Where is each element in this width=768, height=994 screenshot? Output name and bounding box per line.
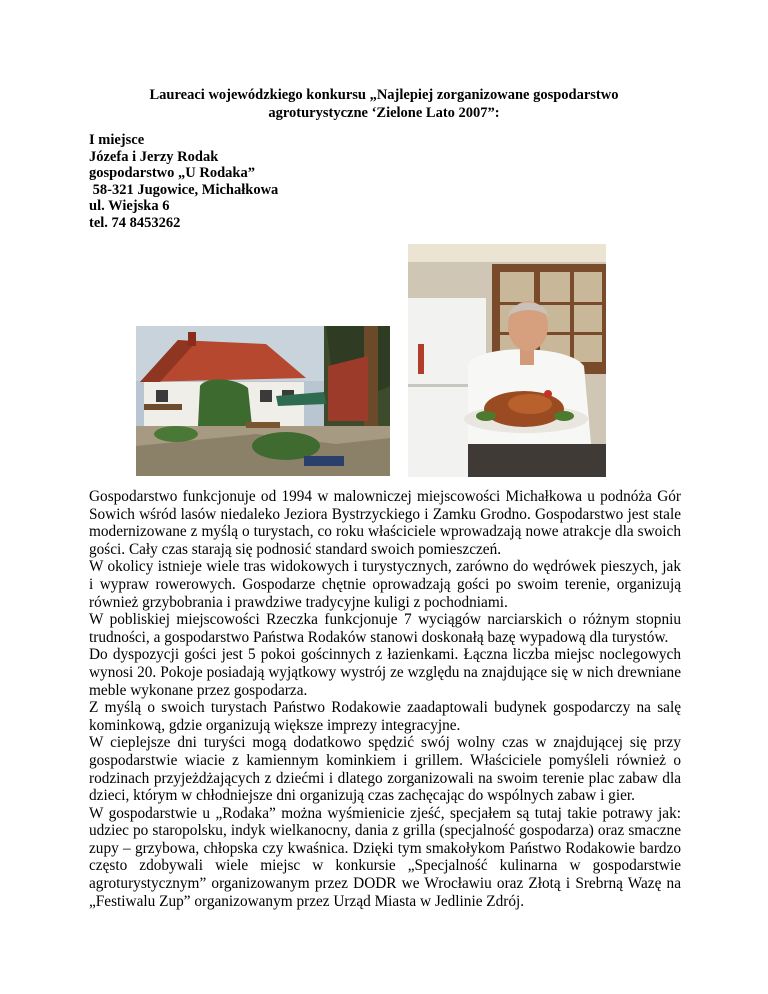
paragraph-7: W gospodarstwie u „Rodaka” można wyśmienicie zjeść, specjałem są tutaj takie potrawy jak: udziec po staropolsku, indyk wielkanocny, dania z grilla (specjalność gospodarza) oraz smaczne zupy – grzybowa, chłopska czy kwaśnica. Dzięki tym smakołykom Państwo Rodakowie bardzo często zdobywali wiele miejsc w konkursie „Specjalność kulinarna w gospodarstwie agroturystycznym” organizowanym przez DODR we Wrocławiu oraz Złotą i Srebrną Wazę na „Festiwalu Zup” organizowanym przez Urząd Miasta w Jedlinie Zdrój. — [89, 804, 681, 910]
title-line-1: Laureaci wojewódzkiego konkursu „Najlepiej zorganizowane gospodarstwo — [149, 87, 619, 103]
paragraph-1: Gospodarstwo funkcjonuje od 1994 w malowniczej miejscowości Michałkowa u podnóża Gór Sowich wśród lasów niedaleko Jeziora Bystrzyckiego i Zamku Grodno. Gospodarstwo jest stale modernizowane z myślą o turystach, co roku właściciele wprowadzają nowe atrakcje dla swoich gości. Cały czas starają się podnosić standard swoich pomieszczeń. — [89, 488, 681, 558]
paragraph-3: W pobliskiej miejscowości Rzeczka funkcjonuje 7 wyciągów narciarskich o różnym stopniu trudności, a gospodarstwo Państwa Rodaków stanowi doskonałą bazę wypadową dla turystów. — [89, 611, 681, 646]
paragraph-4: Do dyspozycji gości jest 5 pokoi gościnnych z łazienkami. Łączna liczba miejsc noclegowych wynosi 20. Pokoje posiadają wyjątkowy wystrój ze względu na znajdujące się w nich drewniane meble wykonane przez gospodarza. — [89, 646, 681, 699]
laureate-info — [89, 132, 278, 231]
place-label: I miejsce — [89, 132, 145, 148]
paragraph-5: Z myślą o swoich turystach Państwo Rodakowie zaadaptowali budynek gospodarczy na salę kominkową, gdzie organizują większe imprezy integracyjne. — [89, 699, 681, 734]
title-line-2: agroturystyczne ‘Zielone Lato 2007”: — [268, 105, 500, 121]
farmhouse-image — [136, 326, 390, 476]
street-address: ul. Wiejska 6 — [89, 198, 170, 214]
postal-address: 58-321 Jugowice, Michałkowa — [89, 181, 279, 198]
paragraph-6: W cieplejsze dni turyści mogą dodatkowo spędzić swój wolny czas w znajdującej się przy gospodarstwie wiacie z kamiennym kominkiem i grillem. Właściciele pomyśleli również o rodzinach przyjeżdżających z dziećmi i dlatego zorganizowali na swoim terenie plac zabaw dla dzieci, którym w chłodniejsze dni organizują czas zachęcając do wspólnych zabaw i gier. — [89, 734, 681, 805]
farmhouse-photo — [136, 326, 390, 476]
paragraph-2: W okolicy istnieje wiele tras widokowych i turystycznych, zarówno do wędrówek pieszych, jak i wypraw rowerowych. Gospodarze chętnie oprowadzają gości po swoim terenie, organizują również grzybobrania i prawdziwe tradycyjne kuligi z pochodniami. — [89, 558, 681, 611]
farm-name: gospodarstwo „U Rodaka” — [89, 165, 255, 181]
owners-name: Józefa i Jerzy Rodak — [89, 148, 219, 165]
phone-number: tel. 74 8453262 — [89, 214, 181, 231]
host-image — [408, 244, 606, 477]
article-body — [89, 488, 681, 910]
host-with-roast-photo — [408, 244, 606, 477]
document-title — [100, 86, 668, 122]
